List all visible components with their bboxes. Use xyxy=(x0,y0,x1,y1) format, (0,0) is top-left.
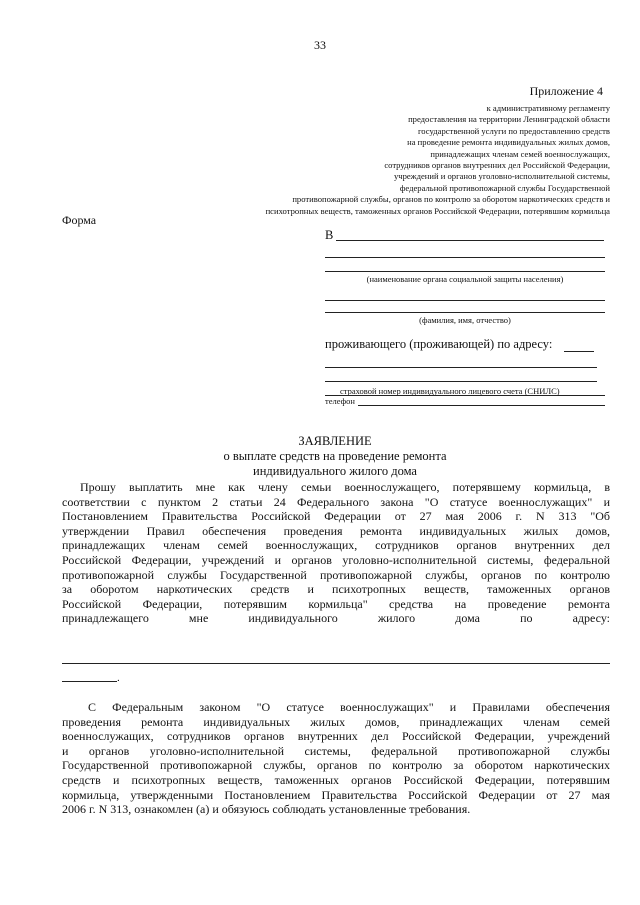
request-address-field[interactable] xyxy=(62,663,610,664)
appendix-line: принадлежащих членам семей военнослужащих, xyxy=(430,148,610,159)
agency-caption: (наименование органа социальной защиты населения) xyxy=(366,274,564,284)
form-label: Форма xyxy=(62,213,97,227)
page-number: 33 xyxy=(314,38,326,52)
name-caption: (фамилия, имя, отчество) xyxy=(419,315,511,325)
paragraph-line: за оборотом наркотических средств и психотропных веществ, таможенных органов xyxy=(62,582,610,597)
paragraph-line: 2006 г. N 313, ознакомлен (а) и обязуюсь соблюдать установленные требования. xyxy=(62,802,471,817)
paragraph-line: соответствии с пунктом 2 статьи 24 Федерального закона "О статусе военнослужащих" и xyxy=(62,494,610,509)
paragraph-line: Прошу выплатить мне как члену семьи военнослужащего, потерявшему кормильца, в xyxy=(80,480,610,494)
snils-label: страховой номер индивидуального лицевого счета (СНИЛС) xyxy=(340,386,560,396)
appendix-line: к административному регламенту xyxy=(486,103,610,113)
appendix-line: сотрудников органов внутренних дел Российской Федерации, xyxy=(384,160,610,171)
address-field-line-1[interactable] xyxy=(325,367,597,368)
statement-subtitle: индивидуального жилого дома xyxy=(253,464,417,478)
agency-field-line-3[interactable] xyxy=(325,271,605,272)
name-field-line-1[interactable] xyxy=(325,300,605,301)
appendix-line: предоставления на территории Ленинградской области xyxy=(408,114,610,125)
paragraph-line: С Федеральным законом "О статусе военнослужащих" и Правилами обеспечения xyxy=(88,700,610,714)
address-label: проживающего (проживающей) по адресу: xyxy=(325,337,553,351)
acknowledgement-paragraph xyxy=(62,700,610,817)
appendix-line: психотропных веществ, таможенных органов Российской Федерации, потерявшим кормильца xyxy=(265,205,610,216)
agency-field-line-1[interactable] xyxy=(336,240,604,241)
phone-field[interactable] xyxy=(358,405,605,406)
statement-subtitle: о выплате средств на проведение ремонта xyxy=(223,449,447,463)
appendix-line: противопожарной службы, органов по контролю за оборотом наркотических средств и xyxy=(292,194,610,205)
snils-field[interactable] xyxy=(325,395,605,396)
paragraph-line: Российской Федерации, учреждений и органов уголовно-исполнительной системы, федеральной xyxy=(62,552,610,567)
paragraph-line: проведения ремонта индивидуальных жилых домов, принадлежащих членам семей xyxy=(62,714,610,729)
paragraph-line: принадлежащего мне индивидуального жилого дома по адресу: xyxy=(62,611,610,626)
paragraph-line: противопожарной службы Государственной противопожарной службы, органов по контролю xyxy=(62,567,610,582)
appendix-line: федеральной противопожарной службы Государственной xyxy=(399,182,610,193)
agency-field-line-2[interactable] xyxy=(325,257,605,258)
request-address-field-tail[interactable] xyxy=(62,681,117,682)
paragraph-line: кормильца, утвержденными Постановлением Правительства Российской Федерации от 27 мая xyxy=(62,787,610,802)
appendix-line: учреждений и органов уголовно-исполнительной системы, xyxy=(393,171,610,182)
address-field-line-2[interactable] xyxy=(325,381,597,382)
paragraph-line: военнослужащих, сотрудников органов внутренних дел Российской Федерации, учреждений xyxy=(62,729,610,744)
appendix-line: государственной услуги по предоставлению средств xyxy=(417,125,610,136)
name-field-line-2[interactable] xyxy=(325,312,605,313)
tail-period: . xyxy=(117,672,120,684)
paragraph-line: Государственной противопожарной службы, органов по контролю за оборотом наркотических xyxy=(62,758,610,773)
appendix-reference xyxy=(190,103,610,217)
statement-title-block xyxy=(0,434,640,479)
paragraph-line: Постановлением Правительства Российской Федерации от 27 мая 2006 г. N 313 "Об xyxy=(62,509,610,524)
request-paragraph xyxy=(62,480,610,626)
appendix-title: Приложение 4 xyxy=(529,84,603,98)
phone-label: телефон xyxy=(325,396,355,406)
address-field-short[interactable] xyxy=(564,351,594,352)
recipient-to-label: В xyxy=(325,228,334,242)
appendix-line: на проведение ремонта индивидуальных жилых домов, xyxy=(407,137,610,148)
paragraph-line: средств и психотропных веществ, таможенных органов Российской Федерации, потерявшим xyxy=(62,772,610,787)
paragraph-line: утверждении Правил обеспечения проведения ремонта индивидуальных жилых домов, xyxy=(62,523,610,538)
statement-title: ЗАЯВЛЕНИЕ xyxy=(298,434,372,448)
paragraph-line: принадлежащих членам семей военнослужащих, сотрудников органов внутренних дел xyxy=(62,538,610,553)
paragraph-line: Российской Федерации, потерявшим кормильца" средства на проведение ремонта xyxy=(62,596,610,611)
paragraph-line: и органов уголовно-исполнительной системы, федеральной противопожарной службы xyxy=(62,743,610,758)
